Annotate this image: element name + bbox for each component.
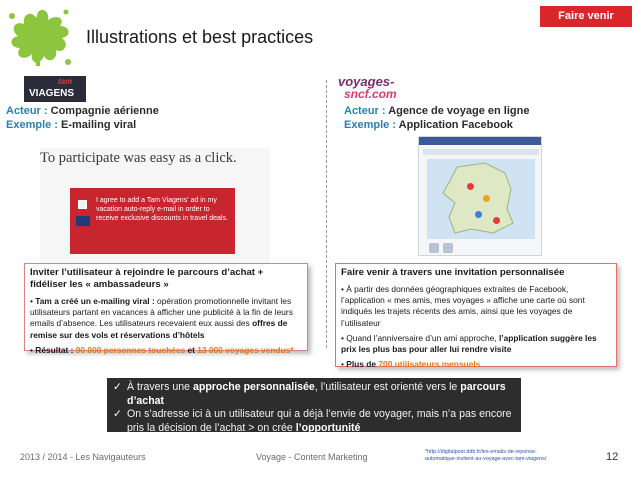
right-info-box	[335, 263, 617, 370]
left-example-value: E-mailing viral	[61, 119, 137, 131]
page-number: 12	[606, 451, 619, 463]
app-header-bar	[419, 137, 541, 145]
page-title: Illustrations et best practices	[86, 27, 314, 47]
right-example-value: Application Facebook	[398, 119, 513, 131]
map-pin	[483, 195, 490, 202]
right-box-bullet-2: • Quand l’anniversaire d’un ami approche, l’application suggère les prix les plus bas pour aller lui rendre visite	[341, 332, 597, 355]
map-shape	[427, 159, 535, 239]
conclusion-line-2: ✓ On s’adresse ici à un utilisateur qui a déjà l’envie de voyager, mais n’a pas encore pris la décision de l’achat > on crée l’opportunité	[113, 408, 512, 434]
checkbox-icon	[78, 200, 87, 209]
conclusion-banner	[107, 378, 521, 432]
friend-avatar	[443, 243, 453, 253]
tam-brand-mark: tam	[58, 77, 73, 86]
column-divider	[326, 80, 327, 348]
right-box-heading: Faire venir à travers une invitation personnalisée	[341, 267, 565, 278]
left-example-key: Exemple :	[6, 119, 58, 131]
right-actor-key: Acteur :	[344, 105, 386, 117]
app-toolbar	[423, 149, 539, 155]
voyages-logo-line1: voyages-	[338, 74, 395, 89]
left-actor	[6, 104, 159, 132]
tam-viagens-logo	[24, 76, 86, 102]
checkmark-icon: ✓	[113, 381, 122, 393]
email-screenshot	[40, 148, 270, 263]
right-example-key: Exemple :	[344, 119, 396, 131]
map-pin	[467, 183, 474, 190]
conclusion-line-1: ✓ À travers une approche personnalisée, l’utilisateur est orienté vers le parcours d’achat	[113, 381, 506, 407]
footer-reference-link[interactable]: *http://digitalpost.ddb.fr/les-emails-de-reponse-automatique-invitent-au-voyage-avec-tam-viagens/	[425, 449, 547, 462]
section-tag: Faire venir	[540, 6, 632, 27]
map-pin	[493, 217, 500, 224]
map-pin	[475, 211, 482, 218]
green-splat-logo	[4, 4, 74, 70]
footer-left: 2013 / 2014 - Les Navigauteurs	[20, 452, 146, 462]
friend-avatar	[429, 243, 439, 253]
left-box-heading: Inviter l’utilisateur à rejoindre le parcours d’achat + fidéliser les « ambassadeurs »	[30, 267, 264, 290]
footer-center: Voyage - Content Marketing	[256, 452, 368, 462]
right-actor-value: Agence de voyage en ligne	[388, 105, 530, 117]
left-actor-value: Compagnie aérienne	[50, 105, 159, 117]
left-info-box	[24, 263, 308, 355]
france-map	[427, 159, 535, 239]
tam-logo-text: VIAGENS	[29, 88, 75, 99]
left-box-bullet-2: • Résultat : 90 000 personnes touchées et 13 000 voyages vendus*	[30, 344, 294, 355]
optin-text: I agree to add a Tam Viagens' ad in my vacation auto-reply e-mail in order to receive exclusive discounts in travel deals.	[96, 197, 228, 222]
screenshot-headline: To participate was easy as a click.	[40, 150, 237, 166]
right-box-bullet-3: • Plus de 700 utilisateurs mensuels	[341, 359, 481, 370]
voyages-logo-line2: sncf.com	[344, 87, 397, 101]
voyages-sncf-logo	[338, 76, 418, 100]
checkmark-icon: ✓	[113, 408, 122, 420]
optin-box	[70, 188, 235, 254]
facebook-app-screenshot	[418, 136, 542, 256]
flag-icon	[76, 216, 90, 226]
left-actor-key: Acteur :	[6, 105, 48, 117]
left-box-bullet-1: • Tam a créé un e-mailing viral : opération promotionnelle invitant les utilisateurs partant en vacances à afficher une publicité à la fin de leurs emails d’absence. Les utilisateurs recevaient eux aussi des offres de remise sur des vols et réservations d’hôtels	[30, 296, 293, 340]
right-box-bullet-1: • À partir des données géographiques extraites de Facebook, l’application « mes amis, mes voyages » affiche une carte où sont indiqués les trajets récents des amis, ainsi que les voyages de l’utilisateur	[341, 284, 585, 328]
right-actor	[344, 104, 529, 132]
